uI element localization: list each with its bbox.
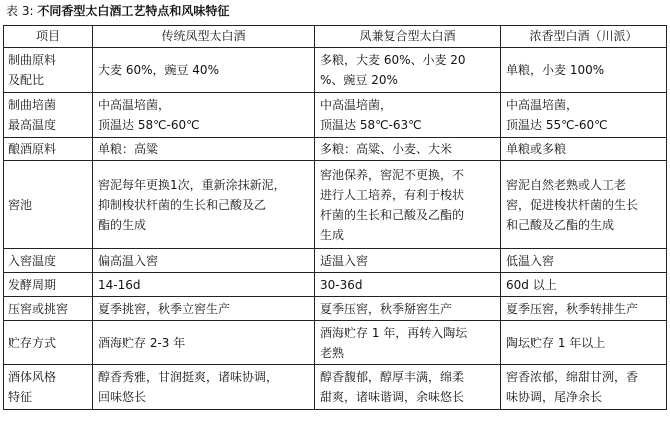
table-cell: 醇香秀雅，甘润挺爽，诸味协调， 回味悠长 <box>93 365 315 410</box>
table-cell: 14-16d <box>93 273 315 297</box>
caption-prefix: 表 3: <box>6 4 34 18</box>
comparison-table <box>3 25 667 410</box>
row-item: 制曲原料 及配比 <box>4 48 93 93</box>
table-cell: 适温入窖 <box>315 249 501 273</box>
table-cell: 偏高温入窖 <box>93 249 315 273</box>
table-cell: 中高温培菌， 顶温达 58℃-60℃ <box>93 93 315 138</box>
table-row <box>4 365 667 410</box>
table-caption <box>6 3 229 19</box>
table-cell: 夏季挑窖，秋季立窖生产 <box>93 297 315 321</box>
table-cell: 中高温培菌， 顶温达 55℃-60℃ <box>501 93 667 138</box>
table-header-row <box>4 26 667 48</box>
row-item: 酿酒原料 <box>4 138 93 161</box>
header-item: 项目 <box>4 26 93 48</box>
table-cell: 多粮：高粱、小麦、大米 <box>315 138 501 161</box>
header-traditional-feng: 传统凤型太白酒 <box>93 26 315 48</box>
table-cell: 单粮或多粮 <box>501 138 667 161</box>
header-feng-compound: 凤兼复合型太白酒 <box>315 26 501 48</box>
row-item: 制曲培菌 最高温度 <box>4 93 93 138</box>
table-cell: 窖泥自然老熟或人工老 窖，促进梭状杆菌的生长 和己酸及乙酯的生成 <box>501 161 667 249</box>
table-cell: 单粮，小麦 100% <box>501 48 667 93</box>
table-cell: 30-36d <box>315 273 501 297</box>
table-cell: 酒海贮存 1 年，再转入陶坛 老熟 <box>315 321 501 365</box>
table-cell: 窖泥每年更换1次，重新涂抹新泥， 抑制梭状杆菌的生长和己酸及乙 酯的生成 <box>93 161 315 249</box>
table-cell: 夏季压窖，秋季转排生产 <box>501 297 667 321</box>
table-cell: 窖香浓郁，绵甜甘洌，香 味协调，尾净余长 <box>501 365 667 410</box>
table-cell: 单粮：高粱 <box>93 138 315 161</box>
table-cell: 醇香馥郁，醇厚丰满，绵柔 甜爽，诸味谐调，余味悠长 <box>315 365 501 410</box>
table-row <box>4 138 667 161</box>
table-cell: 中高温培菌， 顶温达 58℃-63℃ <box>315 93 501 138</box>
table-row <box>4 161 667 249</box>
table-row <box>4 93 667 138</box>
table-cell: 酒海贮存 2-3 年 <box>93 321 315 365</box>
row-item: 发酵周期 <box>4 273 93 297</box>
table-cell: 夏季压窖，秋季掰窖生产 <box>315 297 501 321</box>
table-cell: 陶坛贮存 1 年以上 <box>501 321 667 365</box>
row-item: 入窖温度 <box>4 249 93 273</box>
row-item: 酒体风格 特征 <box>4 365 93 410</box>
table-row <box>4 48 667 93</box>
header-strong-aroma: 浓香型白酒（川派） <box>501 26 667 48</box>
table-row <box>4 321 667 365</box>
row-item: 贮存方式 <box>4 321 93 365</box>
row-item: 压窖或挑窖 <box>4 297 93 321</box>
table-cell: 窖池保养，窖泥不更换，不 进行人工培养，有利于梭状 杆菌的生长和己酸及乙酯的 生成 <box>315 161 501 249</box>
table-cell: 低温入窖 <box>501 249 667 273</box>
table-row <box>4 297 667 321</box>
table-cell: 大麦 60%，豌豆 40% <box>93 48 315 93</box>
table-cell: 60d 以上 <box>501 273 667 297</box>
table-cell: 多粮，大麦 60%、小麦 20 %、豌豆 20% <box>315 48 501 93</box>
row-item: 窖池 <box>4 161 93 249</box>
table-row <box>4 273 667 297</box>
table-row <box>4 249 667 273</box>
caption-title: 不同香型太白酒工艺特点和风味特征 <box>37 4 230 18</box>
